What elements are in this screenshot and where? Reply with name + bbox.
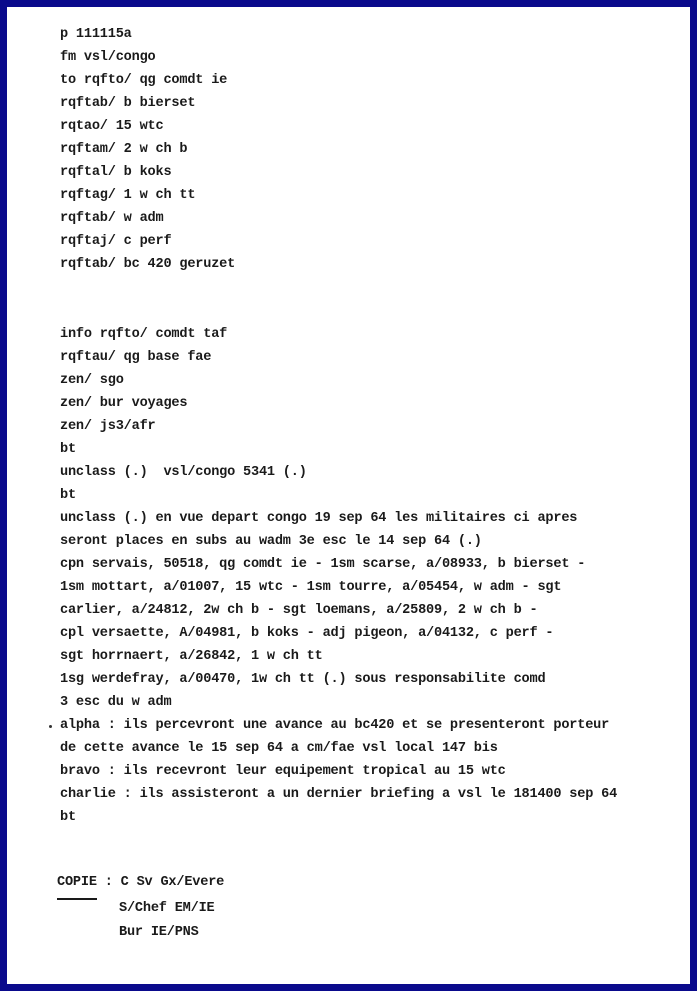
info-line: bt [60,442,76,457]
info-line: zen/ bur voyages [60,396,188,411]
header-line: rqftab/ b bierset [60,96,196,111]
info-line: unclass (.) vsl/congo 5341 (.) [60,465,307,480]
header-line: p 111115a [60,27,132,42]
header-line: fm vsl/congo [60,50,156,65]
body-line: 1sm mottart, a/01007, 15 wtc - 1sm tourre, a/05454, w adm - sgt [60,580,562,595]
copie-recipient: Bur IE/PNS [119,925,199,940]
header-line: rqtao/ 15 wtc [60,119,164,134]
body-line: charlie : ils assisteront a un dernier briefing a vsl le 181400 sep 64 [60,787,618,802]
header-line: rqftam/ 2 w ch b [60,142,188,157]
info-line: rqftau/ qg base fae [60,350,212,365]
telex-message [7,7,690,984]
body-line: de cette avance le 15 sep 64 a cm/fae vsl local 147 bis [60,741,498,756]
copie-recipient: S/Chef EM/IE [119,901,215,916]
copie-underline [57,898,97,900]
document-page [7,7,690,984]
body-line: seront places en subs au wadm 3e esc le 14 sep 64 (.) [60,534,482,549]
body-line: alpha : ils percevront une avance au bc420 et se presenteront porteur [60,718,610,733]
info-line: bt [60,488,76,503]
body-line: bravo : ils recevront leur equipement tropical au 15 wtc [60,764,506,779]
header-line: rqftag/ 1 w ch tt [60,188,196,203]
body-line: sgt horrnaert, a/26842, 1 w ch tt [60,649,323,664]
info-line: zen/ js3/afr [60,419,156,434]
body-line: bt [60,810,76,825]
body-line: unclass (.) en vue depart congo 19 sep 64 les militaires ci apres [60,511,578,526]
body-line: 1sg werdefray, a/00470, 1w ch tt (.) sous responsabilite comd [60,672,546,687]
body-line: carlier, a/24812, 2w ch b - sgt loemans, a/25809, 2 w ch b - [60,603,538,618]
header-line: rqftab/ w adm [60,211,164,226]
body-line: cpn servais, 50518, qg comdt ie - 1sm scarse, a/08933, b bierset - [60,557,586,572]
header-line: to rqfto/ qg comdt ie [60,73,228,88]
header-line: rqftal/ b koks [60,165,172,180]
copie-label: COPIE : C Sv Gx/Evere [57,875,225,890]
info-line: info rqfto/ comdt taf [60,327,228,342]
margin-mark [49,725,52,728]
body-line: 3 esc du w adm [60,695,172,710]
header-line: rqftab/ bc 420 geruzet [60,257,236,272]
body-line: cpl versaette, A/04981, b koks - adj pigeon, a/04132, c perf - [60,626,554,641]
header-line: rqftaj/ c perf [60,234,172,249]
info-line: zen/ sgo [60,373,124,388]
